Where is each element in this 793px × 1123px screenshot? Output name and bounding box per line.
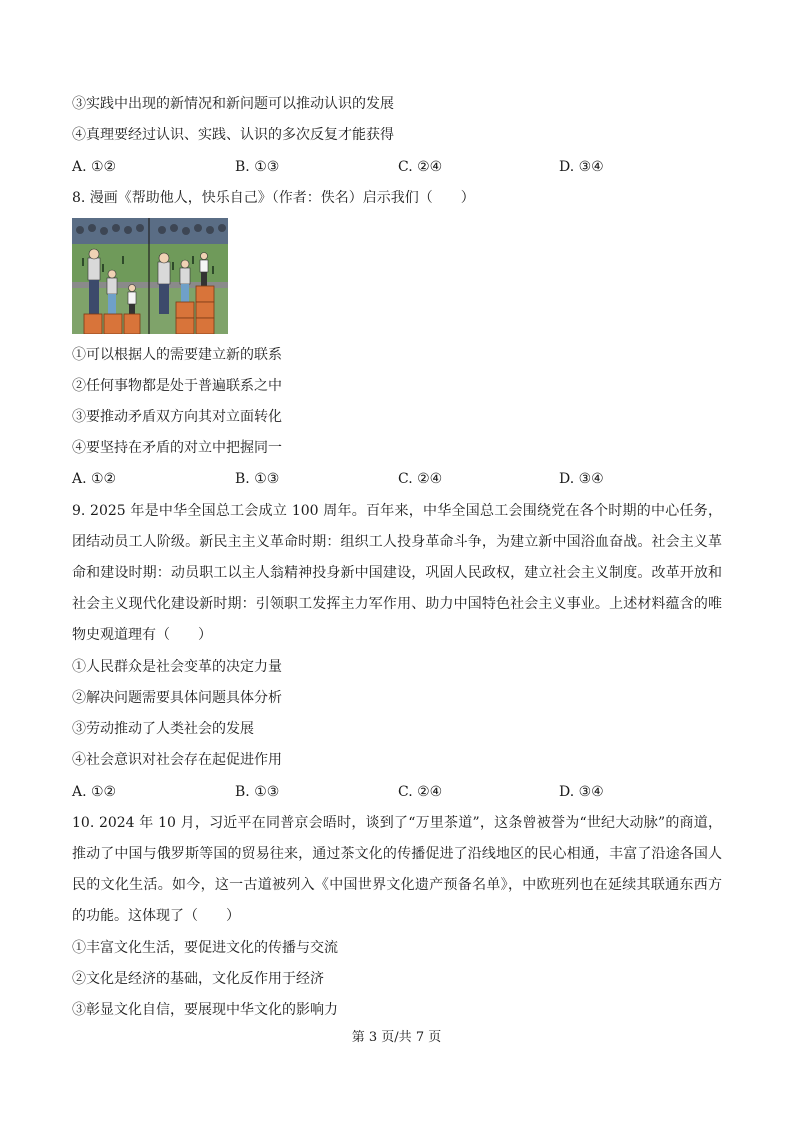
q8-option-b[interactable]: B. ①③ <box>235 471 280 487</box>
q9-item-1: ①人民群众是社会变革的决定力量 <box>72 659 282 675</box>
q8-item-1: ①可以根据人的需要建立新的联系 <box>72 347 282 363</box>
q7-option-d[interactable]: D. ③④ <box>559 159 604 175</box>
q10-item-1: ①丰富文化生活，要促进文化的传播与交流 <box>72 940 338 956</box>
q9-stem: 9. 2025 年是中华全国总工会成立 100 周年。百年来，中华全国总工会围绕党在各个时期的中心任务，团结动员工人阶级。新民主主义革命时期：组织工人投身革命斗争，为建立新中国浴血奋战。社会主义革命和建设时期：动员职工以主人翁精神投身新中国建设，巩固人民政权，建立社会主义制度。改革开放和社会主义现代化建设新时期：引领职工发挥主力军作用、助力中国特色社会主义事业。上述材料蕴含的唯物史观道理有（ ） <box>72 503 722 643</box>
q9-option-b[interactable]: B. ①③ <box>235 784 280 800</box>
q8-item-2: ②任何事物都是处于普遍联系之中 <box>72 378 282 394</box>
q8-item-4: ④要坚持在矛盾的对立中把握同一 <box>72 440 282 456</box>
cartoon-image <box>72 218 228 334</box>
q9-option-a[interactable]: A. ①② <box>72 784 117 800</box>
q10-item-2: ②文化是经济的基础，文化反作用于经济 <box>72 971 324 987</box>
q9-option-d[interactable]: D. ③④ <box>559 784 604 800</box>
q7-item-3: ③实践中出现的新情况和新问题可以推动认识的发展 <box>72 96 394 112</box>
q9-options <box>72 782 632 802</box>
q8-option-d[interactable]: D. ③④ <box>559 471 604 487</box>
q7-options <box>72 157 632 177</box>
q9-option-c[interactable]: C. ②④ <box>398 784 443 800</box>
q7-option-a[interactable]: A. ①② <box>72 159 117 175</box>
q10-item-3: ③彰显文化自信，要展现中华文化的影响力 <box>72 1002 338 1018</box>
q8-item-3: ③要推动矛盾双方向其对立面转化 <box>72 409 282 425</box>
q7-option-c[interactable]: C. ②④ <box>398 159 443 175</box>
page-number: 第 3 页/共 7 页 <box>351 1030 442 1045</box>
q8-option-a[interactable]: A. ①② <box>72 471 117 487</box>
q9-item-2: ②解决问题需要具体问题具体分析 <box>72 690 282 706</box>
q8-stem: 8. 漫画《帮助他人，快乐自己》（作者：佚名）启示我们（ ） <box>72 190 475 206</box>
q8-options <box>72 469 632 489</box>
q10-stem: 10. 2024 年 10 月，习近平在同普京会晤时，谈到了“万里茶道”，这条曾被誉为“世纪大动脉”的商道，推动了中国与俄罗斯等国的贸易往来，通过茶文化的传播促进了沿线地区的民心相通，丰富了沿途各国人民的文化生活。如今，这一古道被列入《中国世界文化遗产预备名单》，中欧班列也在延续其联通东西方的功能。这体现了（ ） <box>72 815 722 924</box>
q9-item-4: ④社会意识对社会存在起促进作用 <box>72 752 282 768</box>
q9-item-3: ③劳动推动了人类社会的发展 <box>72 721 254 737</box>
q7-option-b[interactable]: B. ①③ <box>235 159 280 175</box>
q8-option-c[interactable]: C. ②④ <box>398 471 443 487</box>
q7-item-4: ④真理要经过认识、实践、认识的多次反复才能获得 <box>72 127 394 143</box>
